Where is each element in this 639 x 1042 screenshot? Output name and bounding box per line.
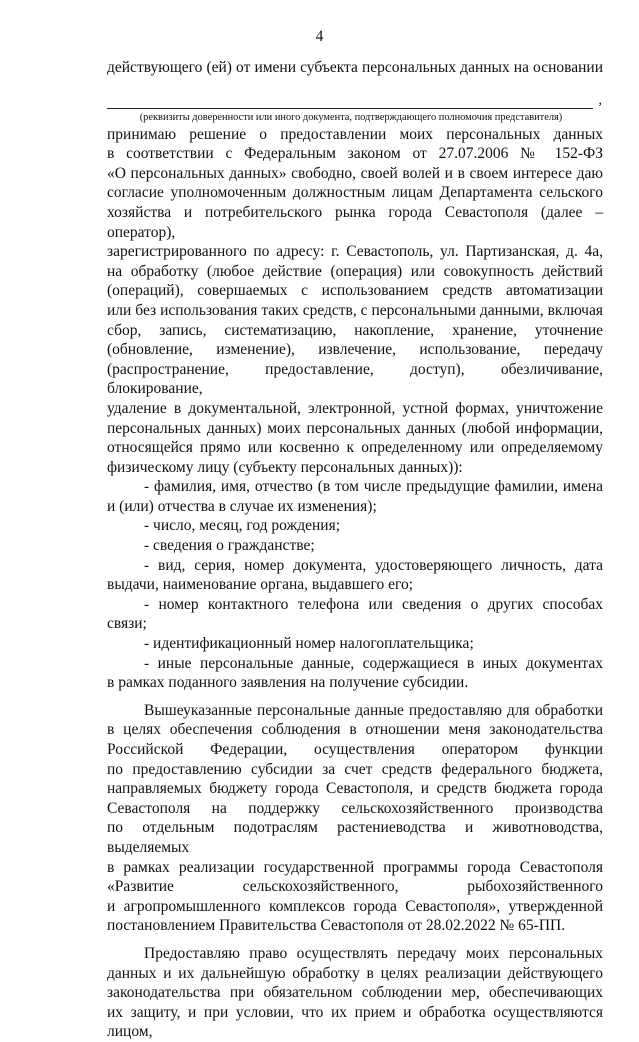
paragraph-line: (распространение, предоставление, доступ), обезличивание, блокирование, <box>107 360 603 398</box>
document-body <box>107 58 603 1042</box>
paragraph-line: согласие уполномоченным должностным лицам Департамента сельского <box>107 184 603 202</box>
paragraph-line: Предоставляю право осуществлять передачу моих персональных <box>144 944 603 962</box>
list-item-line: - число, месяц, год рождения; <box>144 517 341 535</box>
paragraph-line: зарегистрированного по адресу: г. Севастополь, ул. Партизанская, д. 4а, <box>107 243 603 261</box>
page-number: 4 <box>315 28 324 45</box>
paragraph-line: в целях обеспечения соблюдения в отношении меня законодательства <box>107 721 603 739</box>
paragraph-line: (обновление, изменение), извлечение, использование, передачу <box>107 341 603 359</box>
paragraph-line: хозяйства и потребительского рынка города Севастополя (далее – оператор), <box>107 203 603 241</box>
list-item-line: - идентификационный номер налогоплательщика; <box>144 635 474 653</box>
list-item <box>107 516 603 536</box>
paragraph-line: постановлением Правительства Севастополя от 28.02.2022 № 65-ПП. <box>107 917 566 935</box>
paragraph-line: Севастополя на поддержку сельскохозяйственного производства <box>107 799 603 817</box>
paragraph-line: законодательства при обязательном соблюдении мер, обеспечивающих <box>107 984 603 1002</box>
paragraph-line: (операций), совершаемых с использованием средств автоматизации <box>107 282 603 300</box>
list-item <box>107 536 603 556</box>
signature-blank-line <box>107 78 602 109</box>
list-item-line: в рамках поданного заявления на получение субсидии. <box>107 674 469 692</box>
purpose-paragraph <box>107 701 603 936</box>
list-item-line: - фамилия, имя, отчество (в том числе предыдущие фамилии, имена <box>144 478 603 496</box>
transfer-paragraph <box>107 944 603 1042</box>
paragraph-line: в рамках реализации государственной программы города Севастополя <box>107 858 603 876</box>
list-item-line: и (или) отчества в случае их изменения); <box>107 497 377 515</box>
paragraph-gap <box>107 936 603 944</box>
paragraph-line: их защиту, и при условии, что их прием и обработка осуществляются лицом, <box>107 1003 603 1041</box>
list-item-line: - иные персональные данные, содержащиеся в иных документах <box>144 654 603 672</box>
paragraph-line: персональных данных) моих персональных данных (любой информации, <box>107 419 603 437</box>
paragraph-line: удаление в документальной, электронной, устной формах, уничтожение <box>107 399 603 417</box>
paragraph-line: принимаю решение о предоставлении моих персональных данных <box>107 125 603 143</box>
paragraph-gap <box>107 693 603 701</box>
paragraph-line: на обработку (любое действие (операция) или совокупность действий <box>107 262 603 280</box>
signature-comma: , <box>598 93 602 108</box>
list-item <box>107 477 603 516</box>
list-item-line: - сведения о гражданстве; <box>144 537 315 555</box>
paragraph-line: Вышеуказанные персональные данные предоставляю для обработки <box>144 701 603 719</box>
intro-line: действующего (ей) от имени субъекта персональных данных на основании <box>107 59 603 76</box>
list-item-line: - номер контактного телефона или сведения о других способах связи; <box>107 595 603 633</box>
list-item <box>107 634 603 654</box>
paragraph-line: в соответствии с Федеральным законом от 27.07.2006 № 152-ФЗ <box>107 145 603 163</box>
list-item <box>107 595 603 634</box>
paragraph-line: физическому лицу (субъекту персональных данных)): <box>107 458 463 476</box>
list-item <box>107 654 603 693</box>
paragraph-line: и агропромышленного комплексов города Севастополя», утвержденной <box>107 897 603 915</box>
personal-data-list <box>107 477 603 693</box>
paragraph-line: по предоставлению субсидии за счет средств федерального бюджета, <box>107 760 603 778</box>
paragraph-line: данных и их дальнейшую обработку в целях реализации действующего <box>107 964 603 982</box>
consent-paragraph <box>107 125 603 478</box>
list-item <box>107 556 603 595</box>
list-item-line: выдачи, наименование органа, выдавшего его; <box>107 576 414 594</box>
paragraph-line: «О персональных данных» свободно, своей волей и в своем интересе даю <box>107 164 603 182</box>
list-item-line: - вид, серия, номер документа, удостоверяющего личность, дата <box>144 556 603 574</box>
paragraph-line: Российской Федерации, осуществления оператором функции <box>107 741 603 758</box>
paragraph-line: или без использования таких средств, с персональными данными, включая <box>107 301 603 319</box>
representative-credentials-caption: (реквизиты доверенности или иного документа, подтверждающего полномочия представителя) <box>139 111 563 123</box>
paragraph-line: по отдельным подотраслям растениеводства и животноводства, выделяемых <box>107 819 603 856</box>
paragraph-line: направляемых бюджету города Севастополя, и средств бюджета города <box>107 780 603 798</box>
paragraph-line: относящейся прямо или косвенно к определенному или определяемому <box>107 439 603 457</box>
paragraph-line: сбор, запись, систематизацию, накопление, хранение, уточнение <box>107 321 603 339</box>
paragraph-line: «Развитие сельскохозяйственного, рыбохозяйственного <box>107 878 603 896</box>
